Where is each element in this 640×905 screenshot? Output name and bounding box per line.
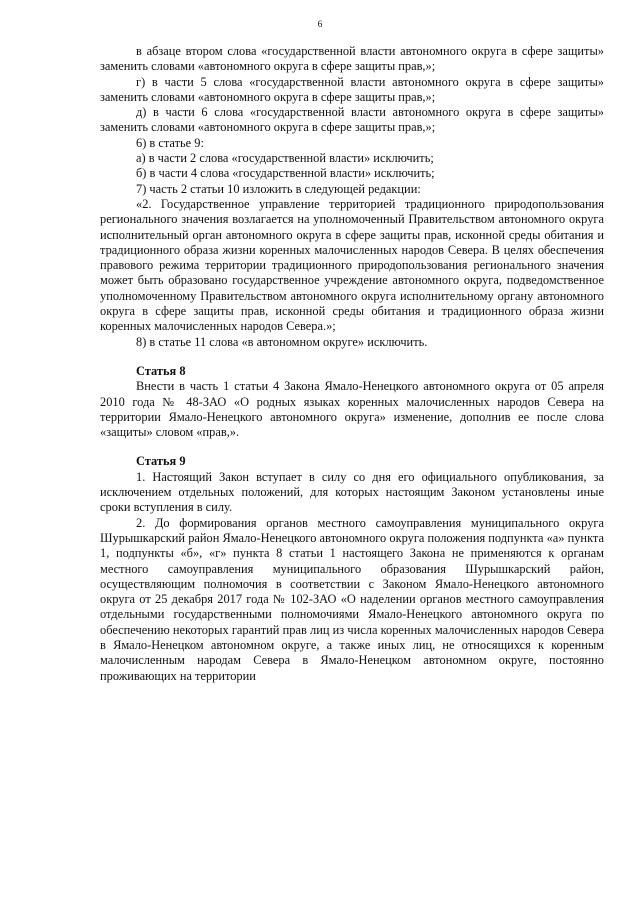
paragraph: 2. До формирования органов местного самоуправления муниципального округа Шурышкарский район Ямало-Ненецкого автономного округа положения подпункта «а» пункта 1, подпункты «б», «г» пункта 8 статьи 1 настоящего Закона не применяются к органам местного самоуправления муниципального образования Шурышкарский район, осуществляющим полномочия в соответствии с Законом Ямало-Ненецкого автономного округа от 25 декабря 2017 года № 102-ЗАО «О наделении органов местного самоуправления отдельными государственными полномочиями Ямало-Ненецкого автономного округа по обеспечению некоторых гарантий прав лиц из числа коренных малочисленных народов Севера в Ямало-Ненецком автономном округе, а также иных лиц, не относящихся к коренным малочисленным народам Севера в Ямало-Ненецком автономном округе, постоянно проживающих на территории [100, 515, 604, 683]
paragraph: в абзаце втором слова «государственной власти автономного округа в сфере защиты» заменить словами «автономного округа в сфере защиты прав,»; [100, 44, 604, 74]
paragraph: а) в части 2 слова «государственной власти» исключить; [136, 151, 434, 166]
paragraph: «2. Государственное управление территорией традиционного природопользования регионального значения возлагается на уполномоченный Правительством автономного округа исполнительный орган автономного округа в сфере защиты прав, исконной среды обитания и традиционного образа жизни коренных малочисленных народов Севера. В целях обеспечения правового режима территории традиционного природопользования регионального значения может быть образовано государственное учреждение автономного округа, подведомственное уполномоченному Правительством автономного округа исполнительному органу автономного округа в сфере защиты прав, исконной среды обитания и традиционного образа жизни коренных малочисленных народов Севера.»; [100, 196, 604, 334]
paragraph: Внести в часть 1 статьи 4 Закона Ямало-Ненецкого автономного округа от 05 апреля 2010 года № 48-ЗАО «О родных языках коренных малочисленных народов Севера на территории Ямало-Ненецкого автономного округа» изменение, дополнив ее после слова «защиты» словом «прав,». [100, 379, 604, 440]
paragraph: г) в части 5 слова «государственной власти автономного округа в сфере защиты» заменить словами «автономного округа в сфере защиты прав,»; [100, 74, 604, 104]
article-heading: Статья 9 [136, 454, 186, 469]
document-body [100, 44, 604, 684]
section-spacer [100, 440, 604, 454]
page-number: 6 [317, 20, 323, 30]
paragraph: 7) часть 2 статьи 10 изложить в следующей редакции: [136, 181, 421, 196]
paragraph: 6) в статье 9: [136, 135, 204, 150]
section-spacer [100, 350, 604, 364]
paragraph: б) в части 4 слова «государственной власти» исключить; [136, 166, 435, 181]
paragraph: 8) в статье 11 слова «в автономном округе» исключить. [136, 334, 428, 349]
paragraph: д) в части 6 слова «государственной власти автономного округа в сфере защиты» заменить словами «автономного округа в сфере защиты прав,»; [100, 105, 604, 135]
paragraph: 1. Настоящий Закон вступает в силу со дня его официального опубликования, за исключением отдельных положений, для которых настоящим Законом установлены иные сроки вступления в силу. [100, 469, 604, 515]
article-heading: Статья 8 [136, 363, 186, 378]
